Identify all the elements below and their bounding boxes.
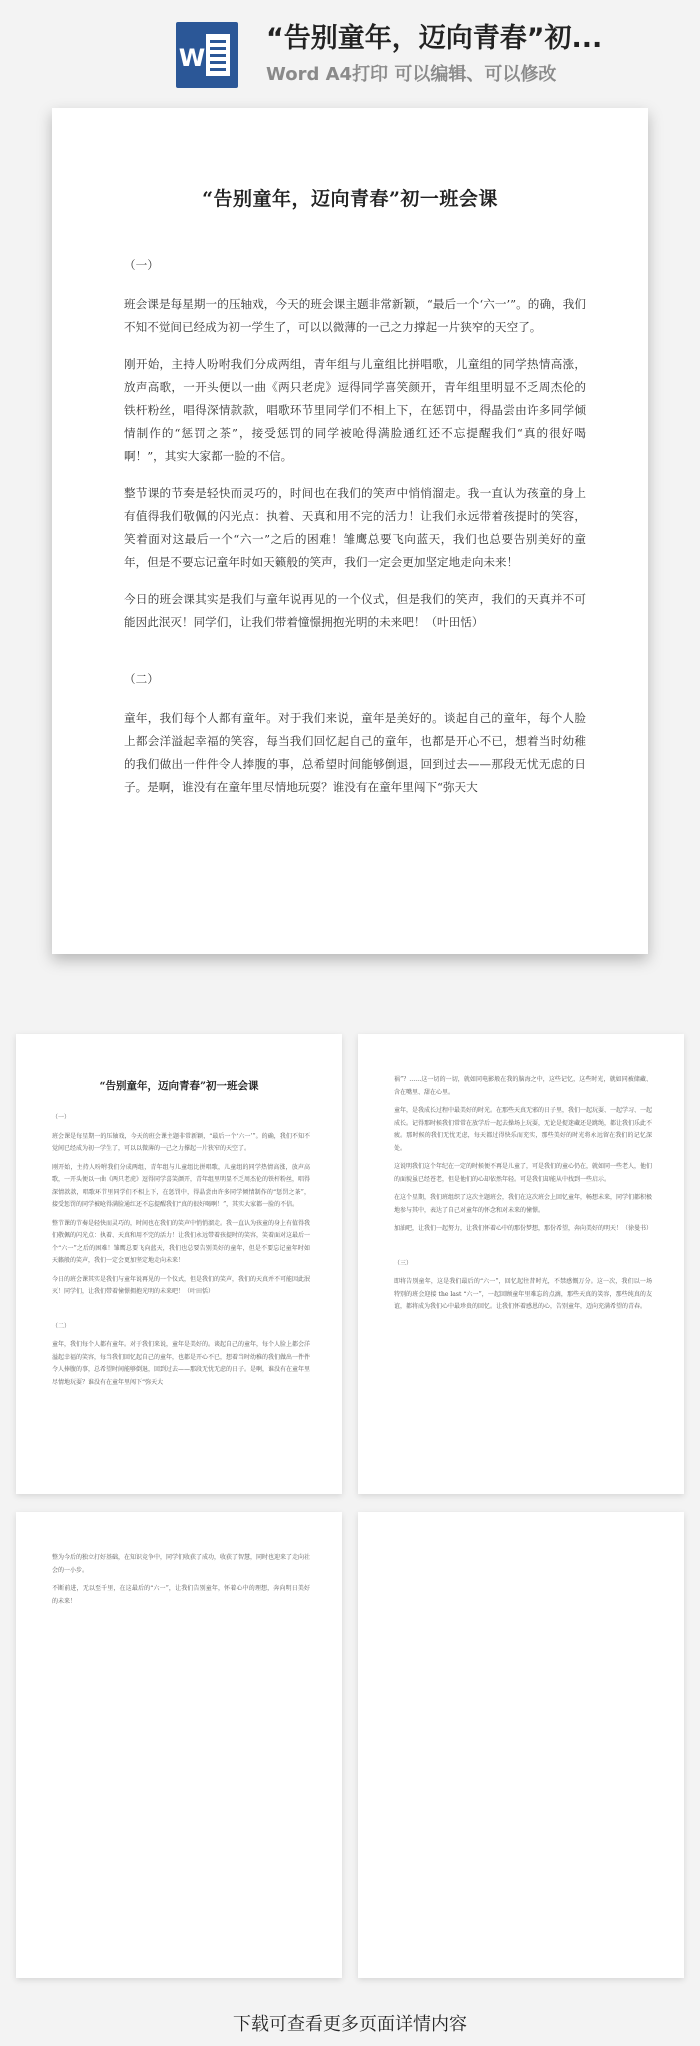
thumbnail-paragraph: 整为今后的独立打好基础，在知识竞争中，同学们收获了成功，收获了智慧，同时也迎来了走向社会的一小步。: [52, 1554, 311, 1574]
thumbnail-paragraph: 整节课的节奏是轻快而灵巧的，时间也在我们的笑声中悄悄溜走。我一直认为孩童的身上有值得我们敬佩的闪光点：执着、天真和用不完的活力！让我们永远带着孩提时的笑容，笑着面对这最后一个“六一”之后的困难！雏鹰总要飞向蓝天，我们也总要告别美好的童年，但是不要忘记童年时如天籁般的笑声，我们一定会更加坚定地走向未来！: [52, 1219, 311, 1264]
thumbnail-paragraph: 刚开始，主持人吩咐我们分成两组，青年组与儿童组比拼唱歌，儿童组的同学热情高涨，放声高歌，一开头便以一曲《两只老虎》逗得同学喜笑颜开，青年组里明显不乏周杰伦的铁杆粉丝，唱得深情款款，唱歌环节里同学们不相上下，在惩罚中，得晶尝由许多同学倾情制作的“惩罚之茶”，接受惩罚的同学被呛得满脸通红还不忘提醒我们“真的很好喝啊！”，其实大家都一脸的不信。: [52, 1163, 311, 1208]
thumbnail-paragraph: 童年，我们每个人都有童年。对于我们来说，童年是美好的。谈起自己的童年，每个人脸上都会洋溢起幸福的笑容，每当我们回忆起自己的童年，也都是开心不已，想着当时幼稚的我们做出一件件令人捧腹的事，总希望时间能够倒退，回到过去——那段无忧无虑的日子。是啊，谁没有在童年里尽情地玩耍？谁没有在童年里闯下“弥天大: [52, 1341, 311, 1386]
thumbnail-paragraph: 加油吧，让我们一起努力，让我们怀着心中的那份梦想，那份希望，奔向美好的明天！（徐曼书）: [394, 1225, 653, 1232]
page-thumbnail-2[interactable]: [358, 1034, 684, 1494]
paragraph: 班会课是每星期一的压轴戏，今天的班会课主题非常新颖，“最后一个‘六一’”。的确，我们不知不觉间已经成为初一学生了，可以以微薄的一己之力撑起一片狭窄的天空了。: [124, 297, 586, 334]
paragraph: 整节课的节奏是轻快而灵巧的，时间也在我们的笑声中悄悄溜走。我一直认为孩童的身上有值得我们敬佩的闪光点：执着、天真和用不完的活力！让我们永远带着孩提时的笑容，笑着面对这最后一个“六一”之后的困难！雏鹰总要飞向蓝天，我们也总要告别美好的童年，但是不要忘记童年时如天籁般的笑声，我们一定会更加坚定地走向未来！: [124, 486, 586, 569]
more-pages-link[interactable]: 下载可查看更多页面详情内容: [233, 2014, 467, 2035]
thumbnail-paragraph: （二）: [52, 1322, 71, 1330]
word-icon-letter: W: [178, 44, 206, 72]
thumbnail-body: [52, 1112, 310, 1395]
word-icon: [176, 22, 238, 88]
paragraph: 童年，我们每个人都有童年。对于我们来说，童年是美好的。谈起自己的童年，每个人脸上都会洋溢起幸福的笑容，每当我们回忆起自己的童年，也都是开心不已，想着当时幼稚的我们做出一件件令人捧腹的事，总希望时间能够倒退，回到过去——那段无忧无虑的日子。是啊，谁没有在童年里尽情地玩耍？谁没有在童年里闯下“弥天大: [124, 711, 586, 794]
thumbnail-paragraph: 祸”？……这一切的一切，就如同电影般在我的脑海之中，这些记忆，这些时光，就如同被储藏、含在嘴里、甜在心里。: [394, 1076, 652, 1096]
thumbnail-paragraph: 不断前进，无以至千里，在这最后的“六一”，让我们告别童年，怀着心中的理想，奔向明日美好的未来！: [52, 1585, 310, 1605]
document-title: “告别童年，迈向青春”初...: [266, 23, 603, 54]
page-thumbnail-3[interactable]: [16, 1512, 342, 1978]
paragraph: 刚开始，主持人吩咐我们分成两组，青年组与儿童组比拼唱歌，儿童组的同学热情高涨，放声高歌，一开头便以一曲《两只老虎》逗得同学喜笑颜开，青年组里明显不乏周杰伦的铁杆粉丝，唱得深情款款，唱歌环节里同学们不相上下，在惩罚中，得晶尝由许多同学倾情制作的“惩罚之茶”，接受惩罚的同学被呛得满脸通红还不忘提醒我们“真的很好喝啊！”，其实大家都一脸的不信。: [124, 357, 586, 463]
main-page-title: “告别童年，迈向青春”初一班会课: [202, 188, 498, 210]
header: [0, 0, 700, 95]
thumbnail-paragraph: （一）: [52, 1114, 71, 1121]
main-page-body: [124, 254, 586, 813]
paragraph: 今日的班会课其实是我们与童年说再见的一个仪式，但是我们的笑声，我们的天真并不可能因此泯灭！同学们，让我们带着憧憬拥抱光明的未来吧！（叶田恬）: [124, 592, 586, 629]
section-heading: （二）: [124, 672, 159, 686]
thumbnail-paragraph: 这说明我们这个年纪在一定的时候便不再是儿童了，可是我们的童心仍在，就如同一些老人，他们的面貌虽已经苍老，但是他们的心却依然年轻。可是我们却能从中找到一些启示。: [394, 1163, 653, 1183]
main-page-preview[interactable]: [52, 108, 648, 954]
thumbnail-title: “告别童年，迈向青春”初一班会课: [99, 1080, 259, 1092]
thumbnail-paragraph: 在这个星期，我们班组织了这次主题班会，我们在这次班会上回忆童年，畅想未来，同学们都积极地参与其中，表达了自己对童年的怀念和对未来的憧憬。: [394, 1194, 653, 1214]
thumbnail-paragraph: 即将告别童年，这是我们最后的“六一”，回忆起往昔时光，不禁感慨万分。这一次，我们以一场特别的班会迎接 the last “六一”，一起回顾童年里难忘的点滴，那些天真的笑容，那些纯真的友谊，都将成为我们心中最珍贵的回忆。让我们怀着感恩的心，告别童年，迈向充满希望的青春。: [394, 1278, 652, 1310]
thumbnail-paragraph: 童年，是我成长过程中最美好的时光。在那些天真无邪的日子里，我们一起玩耍、一起学习、一起成长。记得那时候我们常常在放学后一起去操场上玩耍，无论是捉迷藏还是跳绳，都让我们乐此不疲。那时候的我们无忧无虑，每天都过得快乐而充实，那些美好的时光将永远留在我们的记忆深处。: [394, 1107, 653, 1152]
document-subtitle: Word A4打印 可以编辑、可以修改: [266, 64, 557, 85]
page-thumbnail-1[interactable]: [16, 1034, 342, 1494]
page-thumbnail-4[interactable]: [358, 1512, 684, 1978]
thumbnail-body: [394, 1074, 652, 1320]
thumbnail-paragraph: 今日的班会课其实是我们与童年说再见的一个仪式，但是我们的笑声，我们的天真并不可能因此泯灭！同学们，让我们带着憧憬拥抱光明的未来吧！（叶田恬）: [52, 1275, 311, 1295]
thumbnail-paragraph: （三）: [394, 1259, 413, 1267]
thumbnail-paragraph: 班会课是每星期一的压轴戏，今天的班会课主题非常新颖，“最后一个‘六一’”。的确，我们不知不觉间已经成为初一学生了，可以以微薄的一己之力撑起一片狭窄的天空了。: [52, 1132, 310, 1152]
section-heading: （一）: [124, 258, 159, 272]
thumbnail-body: [52, 1552, 310, 1614]
